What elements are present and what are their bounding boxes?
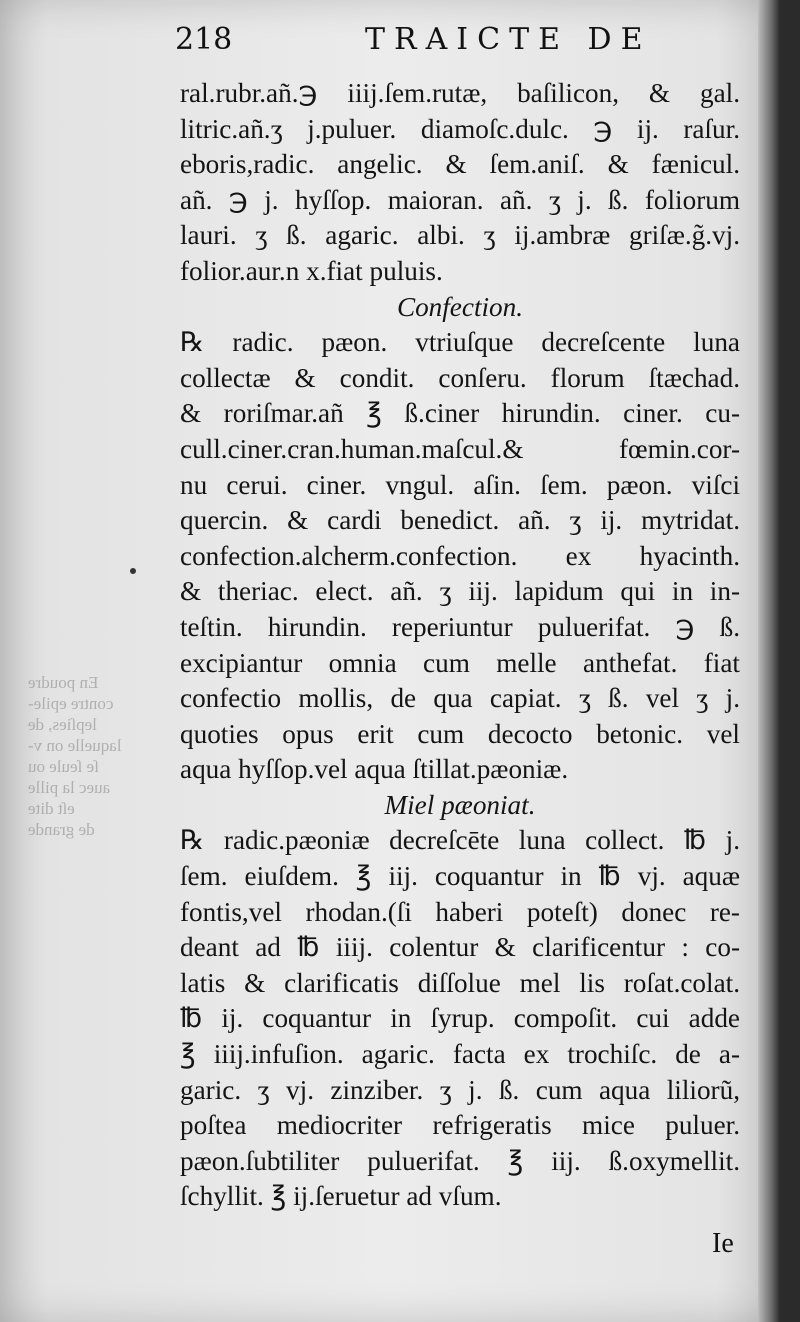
section-heading-confection: Confection. [396,291,524,322]
text-line: pæon.ſubtiliter puluerifat. ℥ iij. ß.oxymellit. [180,1145,740,1176]
section-heading-miel: Miel pæoniat. [384,789,536,820]
text-line: collectæ & condit. conſeru. florum ſtæchad. [180,362,740,393]
text-line: aqua hyſſop.vel aqua ſtillat.pæoniæ. [180,754,569,785]
text-line: lauri. ʒ ß. agaric. albi. ʒ ij.ambræ griſæ.g̃.vj. [180,220,740,251]
show-through-margin-text: En poudre contre epile- lepſies, de laquelle on v- ſe ſeule ou auec la pille eſt dite de grande [28,673,122,839]
text-line: añ. ℈ j. hyſſop. maioran. añ. ʒ j. ß. foliorum [180,184,740,215]
text-line: & theriac. elect. añ. ʒ iij. lapidum qui in in- [180,576,740,607]
text-block [180,76,740,1215]
running-title: TRAICTE DE [365,22,652,57]
text-line: ℞ radic. pæon. vtriuſque decreſcente luna [180,327,740,358]
text-line: deant ad ℔ iiij. colentur & clarificentur : co- [180,932,740,963]
text-line: fontis,vel rhodan.(ſi haberi poteſt) donec re- [180,896,740,927]
text-line: teſtin. hirundin. reperiuntur puluerifat. ℈ ß. [180,611,740,642]
text-line: quoties opus erit cum decocto betonic. vel [180,718,740,749]
text-line: garic. ʒ vj. zinziber. ʒ j. ß. cum aqua liliorũ, [180,1074,740,1105]
text-line: ℞ radic.pæoniæ decreſcēte luna collect. ℔ j. [180,825,740,856]
text-line: & roriſmar.añ ℥ ß.ciner hirundin. ciner. cu- [180,398,740,429]
text-line: confection.alcherm.confection. ex hyacinth. [180,540,740,571]
text-line: folior.aur.n x.fiat puluis. [180,255,443,286]
text-line: ſchyllit. ℥ ij.ſeruetur ad vſum. [180,1181,502,1212]
text-line: ℥ iiij.infuſion. agaric. facta ex trochiſc. de a- [180,1039,740,1070]
text-line: eboris,radic. angelic. & ſem.aniſ. & fænicul. [180,149,740,180]
catchword: Ie [712,1228,734,1259]
text-line: nu cerui. ciner. vngul. aſin. ſem. pæon. viſci [180,469,740,500]
page-number: 218 [175,22,233,57]
page-header [175,22,735,66]
text-line: cull.ciner.cran.human.maſcul.& fœmin.cor- [180,433,740,464]
text-line: confectio mollis, de qua capiat. ʒ ß. vel ʒ j. [180,683,740,714]
text-line: poſtea mediocriter refrigeratis mice puluer. [180,1110,740,1141]
page-edge-shadow [758,0,780,1322]
text-line: latis & clarificatis diſſolue mel lis roſat.colat. [180,967,740,998]
text-line: ſem. eiuſdem. ℥ iij. coquantur in ℔ vj. aquæ [180,861,740,892]
text-line: quercin. & cardi benedict. añ. ʒ ij. mytridat. [180,505,740,536]
text-line: litric.añ.ʒ j.puluer. diamoſc.dulc. ℈ ij. raſur. [180,113,740,144]
text-line: ral.rubr.añ.℈ iiij.ſem.rutæ, baſilicon, & gal. [180,78,740,108]
text-line: excipiantur omnia cum melle anthefat. fiat [180,647,740,678]
text-line: ℔ ij. coquantur in ſyrup. compoſit. cui adde [180,1003,740,1034]
ink-speck [130,568,136,574]
